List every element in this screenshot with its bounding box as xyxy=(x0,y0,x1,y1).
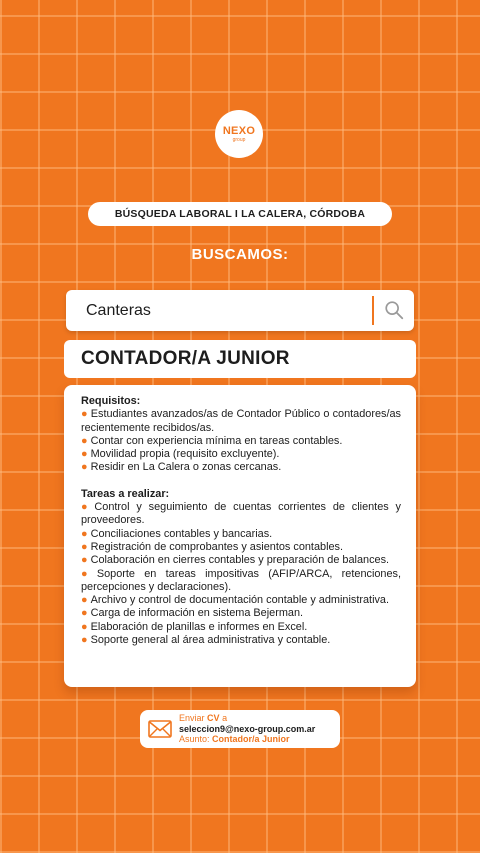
send-suffix: a xyxy=(222,713,228,723)
bullet-icon: ● xyxy=(81,594,88,607)
contact-pill xyxy=(140,710,340,748)
contact-text xyxy=(179,713,315,745)
search-divider xyxy=(372,296,374,325)
requirement-item-text: Residir en La Calera o zonas cercanas. xyxy=(90,461,282,474)
requirement-item xyxy=(81,435,401,448)
requirement-item-text: Movilidad propia (requisito excluyente). xyxy=(90,448,280,461)
task-item-text: Colaboración en cierres contables y preparación de balances. xyxy=(90,554,390,567)
logo-main-text: NEXO xyxy=(222,124,256,137)
task-item-text: Control y seguimiento de cuentas corrientes de clientes y proveedores. xyxy=(81,501,402,527)
bullet-icon: ● xyxy=(81,501,92,514)
tasks-title: Tareas a realizar: xyxy=(81,487,170,500)
bullet-icon: ● xyxy=(81,620,88,633)
search-icon[interactable] xyxy=(383,299,405,321)
nexo-logo xyxy=(215,110,263,158)
subject-value: Contador/a Junior xyxy=(212,734,290,745)
requirement-item xyxy=(81,448,401,461)
task-item-text: Elaboración de planillas e informes en Excel. xyxy=(90,620,308,633)
task-item xyxy=(81,634,401,647)
task-item xyxy=(81,541,401,554)
bullet-icon: ● xyxy=(81,434,88,447)
search-value: Canteras xyxy=(86,302,151,319)
mail-icon xyxy=(148,720,172,738)
subject-label: Asunto: xyxy=(179,734,210,745)
bullet-icon: ● xyxy=(81,634,88,647)
bullet-icon: ● xyxy=(81,540,88,553)
requirement-item xyxy=(81,408,401,435)
requirement-item-text: Estudiantes avanzados/as de Contador Público o contadores/as recientemente recibidos/as. xyxy=(81,408,402,434)
requirement-item-text: Contar con experiencia mínima en tareas contables. xyxy=(90,434,343,447)
job-title: CONTADOR/A JUNIOR xyxy=(81,348,290,369)
task-item-text: Soporte en tareas impositivas (AFIP/ARCA, retenciones, percepciones y declaraciones). xyxy=(81,567,402,593)
task-item xyxy=(81,501,401,528)
task-item xyxy=(81,568,401,595)
requirements-list xyxy=(81,408,401,474)
task-item-text: Soporte general al área administrativa y contable. xyxy=(90,634,331,647)
task-item xyxy=(81,607,401,620)
task-item xyxy=(81,554,401,567)
send-cv: CV xyxy=(207,713,220,723)
search-box[interactable] xyxy=(66,290,414,331)
task-item xyxy=(81,621,401,634)
bullet-icon: ● xyxy=(81,408,88,421)
task-item-text: Carga de información en sistema Bejerman. xyxy=(90,607,304,620)
job-title-box xyxy=(64,340,416,378)
send-prefix: Enviar xyxy=(179,713,205,723)
bullet-icon: ● xyxy=(81,448,88,461)
contact-email[interactable]: seleccion9@nexo-group.com.ar xyxy=(179,723,316,734)
requirement-item xyxy=(81,461,401,474)
requirements-title: Requisitos: xyxy=(81,395,141,407)
task-item xyxy=(81,594,401,607)
bullet-icon: ● xyxy=(81,527,88,540)
task-item xyxy=(81,528,401,541)
task-item-text: Conciliaciones contables y bancarias. xyxy=(90,527,273,540)
job-details-card xyxy=(64,385,416,687)
tasks-list xyxy=(81,501,401,647)
logo-sub-text: group xyxy=(232,136,246,143)
bullet-icon: ● xyxy=(81,461,88,474)
task-item-text: Registración de comprobantes y asientos contables. xyxy=(90,540,344,553)
task-item-text: Archivo y control de documentación contable y administrativa. xyxy=(90,594,390,607)
heading-buscamos: BUSCAMOS: xyxy=(191,246,289,263)
bullet-icon: ● xyxy=(81,607,88,620)
location-pill: BÚSQUEDA LABORAL I LA CALERA, CÓRDOBA xyxy=(88,202,392,226)
bullet-icon: ● xyxy=(81,554,88,567)
bullet-icon: ● xyxy=(81,567,94,580)
